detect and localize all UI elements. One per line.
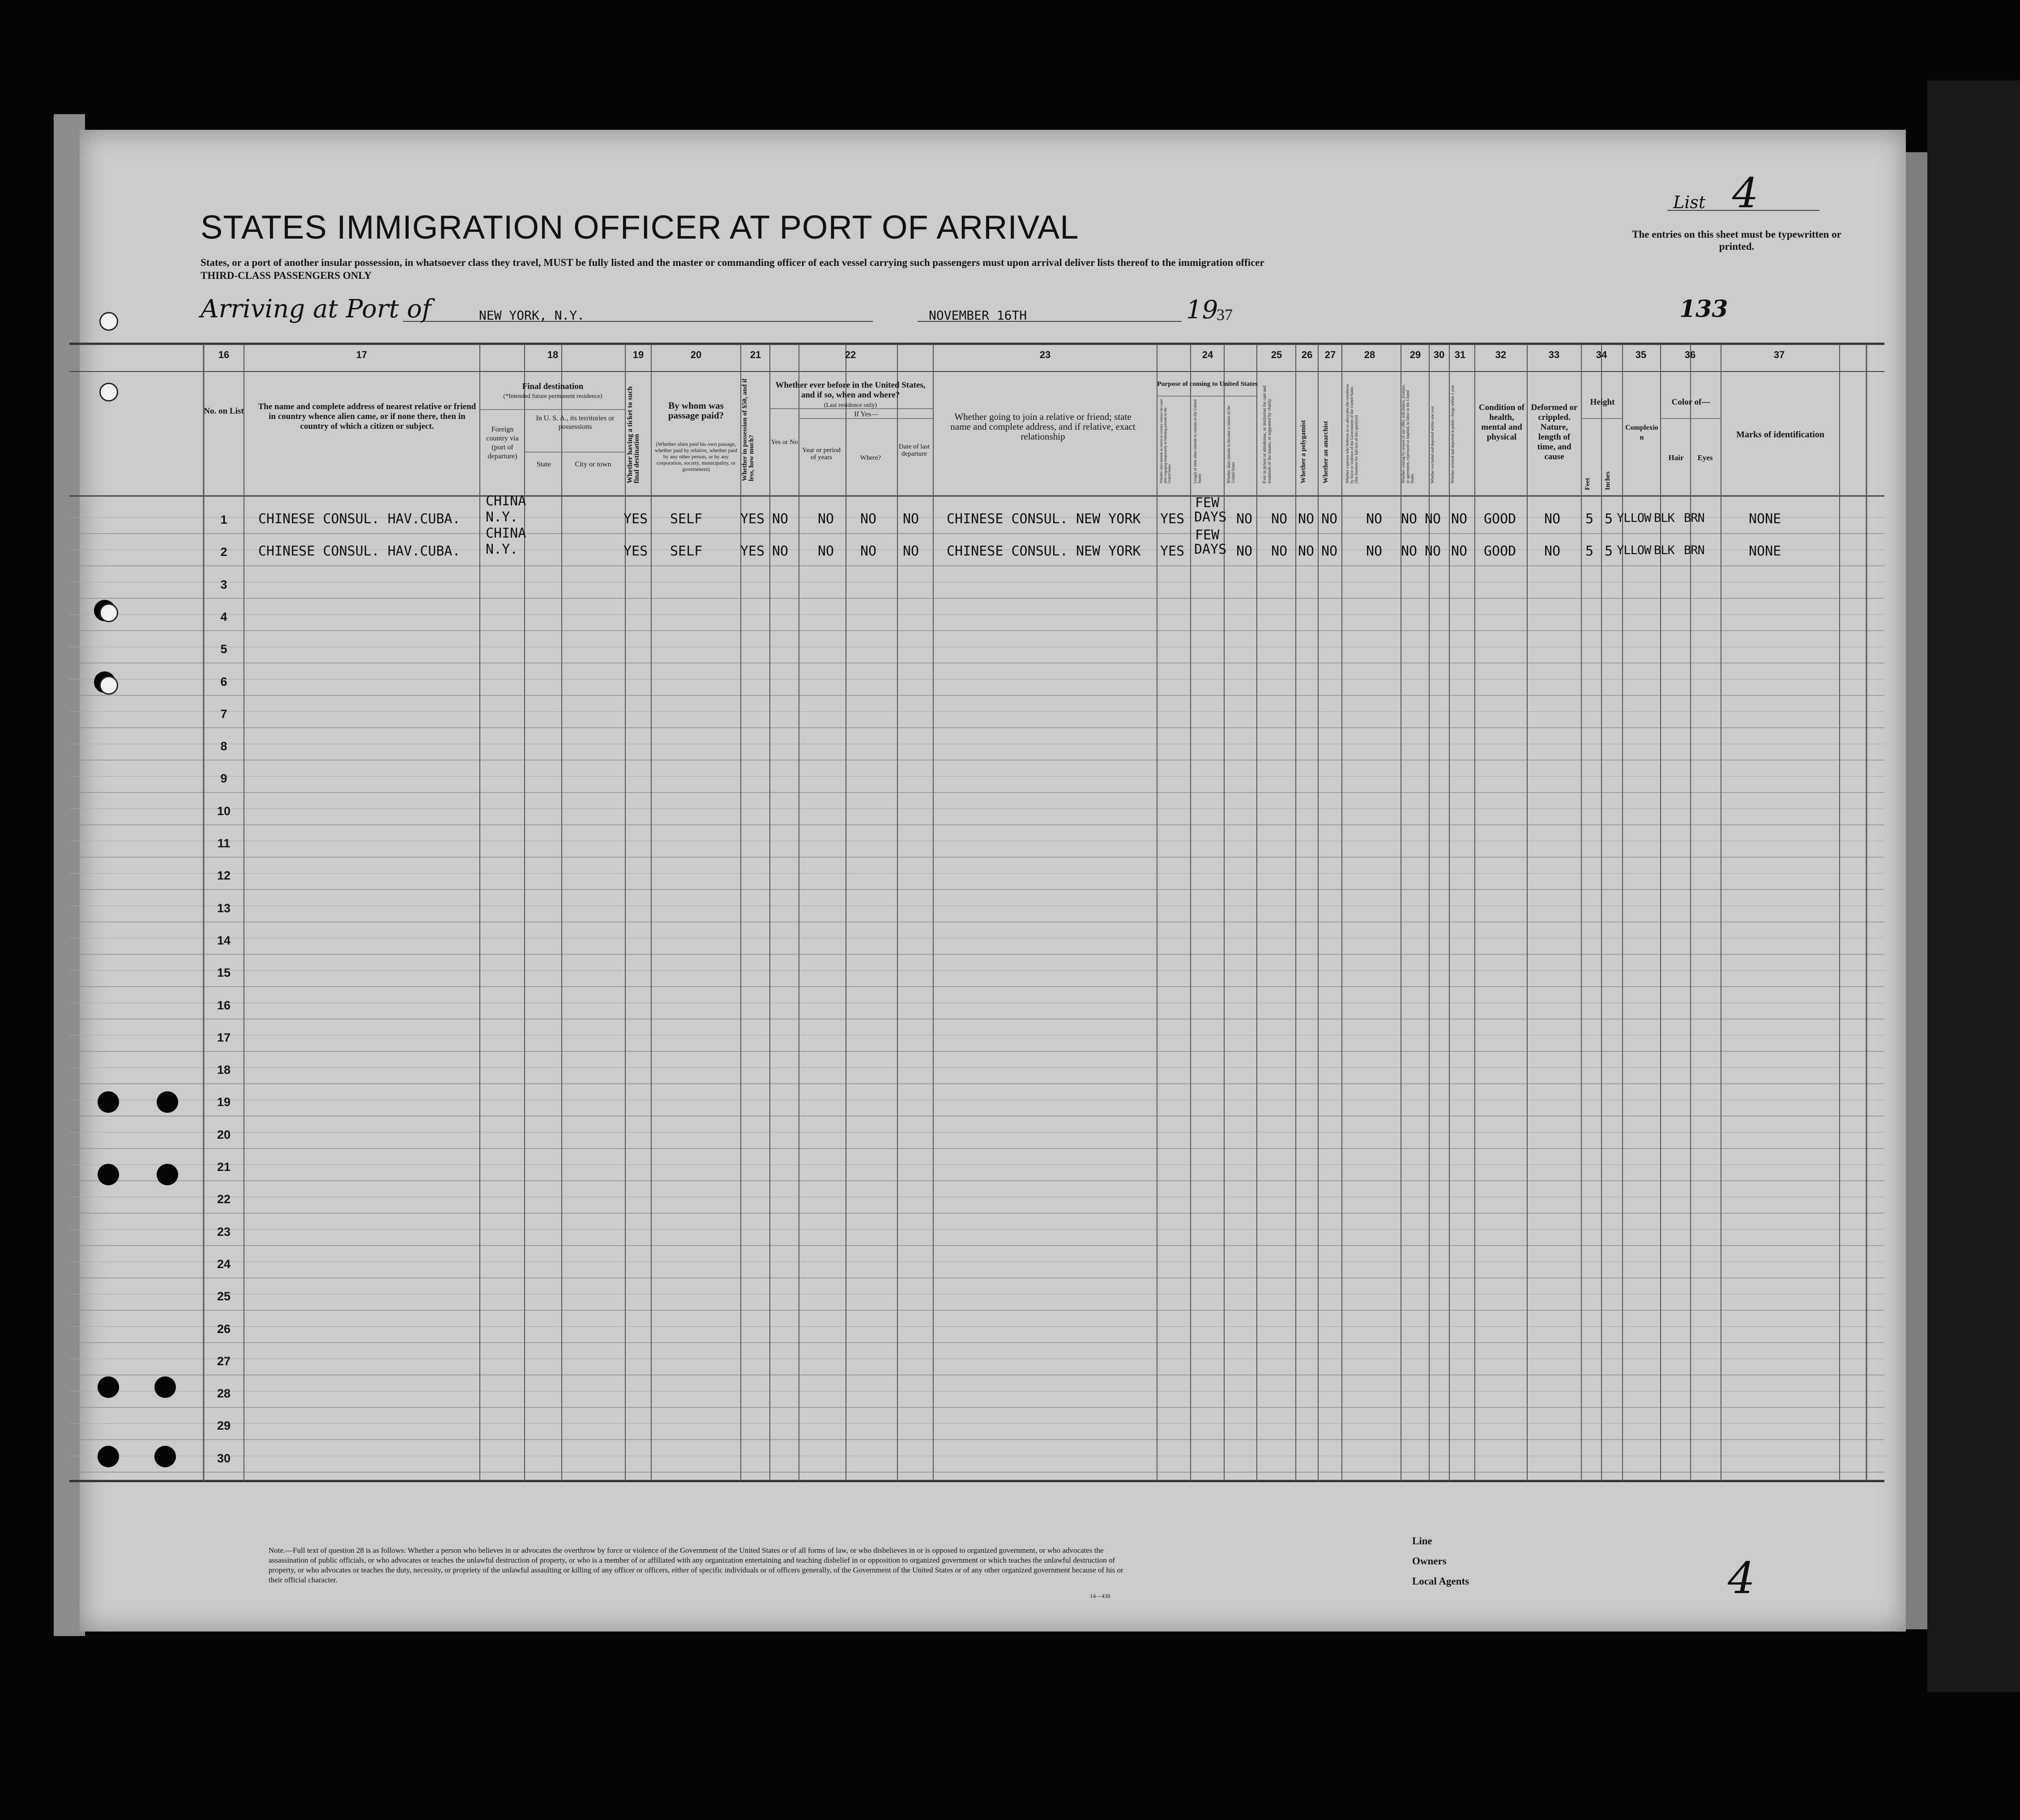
column-number: 33 [1548, 349, 1560, 360]
row-number: 8 [220, 739, 227, 753]
row-number: 9 [220, 772, 227, 786]
column-number: 27 [1324, 349, 1336, 360]
column-number: 18 [547, 349, 559, 360]
row-number: 22 [217, 1192, 231, 1206]
health-condition: GOOD [1484, 543, 1516, 560]
column-number: 24 [1202, 349, 1213, 360]
header-anarchist: Whether an anarchist [1322, 421, 1329, 483]
last-departure: NO [903, 511, 919, 527]
ticket-status: YES [624, 511, 648, 527]
year-prefix: 19 [1186, 295, 1218, 325]
length-of-stay-2: DAYS [1194, 542, 1227, 558]
joining-relative: CHINESE CONSUL. NEW YORK [947, 511, 1141, 527]
identification-marks: NONE [1749, 511, 1781, 527]
row-number: 17 [217, 1030, 231, 1044]
list-label: List [1673, 192, 1706, 212]
column-number: 31 [1454, 349, 1466, 360]
column-number: 34 [1596, 349, 1607, 360]
header-joining-relative: Whether going to join a relative or friend; state name and complete address, and if relative, exact relationship [950, 411, 1136, 442]
column-number: 30 [1433, 349, 1445, 360]
row-number: 13 [217, 901, 231, 915]
header-purpose: Purpose of coming to United States [1157, 380, 1258, 388]
complexion: YLLOW [1617, 511, 1651, 525]
port-of-arrival: NEW YORK, N.Y. [479, 308, 585, 323]
year-suffix: 37 [1217, 306, 1233, 324]
eye-color: BRN [1684, 543, 1704, 558]
length-of-stay-2: DAYS [1194, 509, 1227, 525]
before-in-us: NO [772, 543, 789, 560]
header-state: State [537, 461, 551, 468]
column-number: 29 [1409, 349, 1421, 360]
local-agents-value: 4 [1728, 1553, 1755, 1603]
height-inches: 5 [1605, 511, 1613, 527]
row-number: 26 [217, 1322, 231, 1336]
header-labor-offer: Whether coming by reason of any offer, solicitation, promise, or agreement, expressed or implied, to labor in the United States [1401, 384, 1414, 483]
joining-relative: CHINESE CONSUL. NEW YORK [947, 543, 1141, 560]
where-in-us: NO [860, 511, 877, 527]
binder-hole [99, 383, 118, 402]
intends-citizen: NO [1236, 511, 1253, 527]
line-label: Line [1412, 1535, 1432, 1547]
header-identification-marks: Marks of identification [1736, 430, 1824, 440]
row-number: 15 [217, 966, 231, 980]
binder-hole [154, 1446, 176, 1467]
row-number: 2 [220, 545, 227, 559]
passage-paid-by: SELF [670, 511, 703, 527]
intends-citizen: NO [1236, 543, 1253, 560]
row-number: 29 [217, 1419, 231, 1433]
column-number: 36 [1684, 349, 1696, 360]
row-number: 10 [217, 804, 231, 818]
length-of-stay-1: FEW [1195, 527, 1220, 543]
footnote-question-28: Note.—Full text of question 28 is as follows: Whether a person who believes in or advocates the overthrow by force or violence of the Government of the United States or of all forms of law, or who disbelieves in or is opposed to organized government, or who advocates the assassination of public officials, or who advocates or teaches the unlawful destruction of property, or who is a member of or affiliated with any organization entertaining and teaching disbelief in or opposition to organized government or which teaches the unlawful destruction of property, or who advocates or teaches the duty, necessity, or propriety of the unlawful assaulting or killing of any officer or officers, either of specific individuals or of officers generally, of the Government of the United States or of any other organized government because of his or their official character. [269, 1546, 1123, 1584]
height-feet: 5 [1585, 511, 1594, 527]
header-before-in-us: Whether ever before in the United States, and if so, when and where? [775, 380, 926, 400]
list-number: 4 [1732, 169, 1759, 217]
years-in-us: NO [818, 511, 834, 527]
header-usa: In U. S. A., its territories or possessions [536, 414, 615, 431]
class-line: THIRD-CLASS PASSENGERS ONLY [201, 270, 372, 281]
destination-state: N.Y. [486, 509, 518, 525]
health-condition: GOOD [1484, 511, 1516, 527]
header-ticket: Whether having a ticket to such final destination [626, 386, 641, 483]
binder-hole [99, 676, 118, 695]
prison-status: NO [1271, 511, 1288, 527]
column-number: 26 [1301, 349, 1313, 360]
header-complexion: Complexion [1625, 424, 1658, 441]
local-agents-label: Local Agents [1412, 1576, 1469, 1587]
where-in-us: NO [860, 543, 877, 560]
column-number: 22 [845, 349, 856, 360]
header-excluded: Whether excluded and deported within one year [1430, 406, 1435, 483]
row-number: 18 [217, 1063, 231, 1077]
header-overthrow: Whether a person who believes in or advocates the overthrow by force or violence of the Government of the United States (See footnote for full text of this question) [1345, 384, 1358, 483]
row-number: 4 [220, 610, 227, 624]
hair-color: BLK [1654, 543, 1674, 558]
last-departure: NO [903, 543, 919, 560]
binder-hole [154, 1376, 176, 1398]
header-passage-paid-note: (Whether alien paid his own passage, whether paid by relative, whether paid by any other person, or by any corporation, society, municipality, or government) [654, 441, 738, 472]
column-number: 28 [1364, 349, 1375, 360]
relative-address: CHINESE CONSUL. HAV.CUBA. [258, 511, 461, 527]
column-number: 35 [1635, 349, 1647, 360]
header-health: Condition of health, mental and physical [1479, 403, 1525, 442]
binder-hole [98, 1091, 119, 1113]
header-yes-or-no: Yes or No [771, 439, 798, 446]
prison-status: NO [1271, 543, 1288, 560]
binder-hole [157, 1091, 178, 1113]
header-years: Year or period of years [802, 447, 841, 461]
header-last-residence: (Last residence only) [824, 402, 877, 409]
header-where: Where? [860, 454, 881, 461]
destination-state: N.Y. [486, 542, 518, 558]
column-number: 21 [750, 349, 761, 360]
excluded-status: NO [1425, 543, 1441, 560]
header-purpose-return: Whether alien intends to return to country whence he came after engaging temporarily in laboring pursuits in the United States [1159, 398, 1171, 483]
height-inches: 5 [1605, 543, 1613, 560]
polygamist-status: NO [1298, 511, 1315, 527]
anarchist-status: NO [1321, 543, 1338, 560]
row-number: 24 [217, 1257, 231, 1271]
row-number: 3 [220, 577, 227, 591]
foreign-country: CHINA [486, 493, 526, 509]
row-number: 20 [217, 1128, 231, 1141]
header-inches: Inches [1604, 471, 1611, 490]
column-number: 19 [632, 349, 644, 360]
foreign-country: CHINA [486, 525, 526, 542]
fifty-dollars: YES [740, 511, 765, 527]
row-number: 21 [217, 1160, 231, 1174]
header-height: Height [1590, 397, 1615, 407]
header-last-departure: Date of last departure [898, 443, 930, 457]
deported-status: NO [1451, 543, 1468, 560]
deported-status: NO [1451, 511, 1468, 527]
deformed-status: NO [1544, 511, 1561, 527]
row-number: 28 [217, 1387, 231, 1401]
header-deformed: Deformed or crippled. Nature, length of time, and cause [1531, 403, 1578, 461]
column-number: 17 [356, 349, 367, 360]
header-city: City or town [575, 461, 611, 468]
row-number: 19 [217, 1095, 231, 1109]
column-number: 20 [690, 349, 702, 360]
header-final-destination-note: (*Intended future permanent residence) [503, 393, 602, 400]
header-deported: Whether arrested and deported at public charge within 1 year [1450, 385, 1455, 483]
intends-return: YES [1160, 543, 1185, 560]
height-feet: 5 [1585, 543, 1594, 560]
arrival-date: NOVEMBER 16TH [929, 308, 1027, 323]
complexion: YLLOW [1617, 543, 1651, 558]
header-nearest-relative: The name and complete address of nearest relative or friend in country whence alien came, or if none there, then in country of which a citizen or subject. [258, 402, 476, 431]
fifty-dollars: YES [740, 543, 765, 560]
binder-hole [99, 603, 118, 622]
binder-hole [98, 1164, 119, 1185]
row-number: 5 [220, 642, 227, 656]
page-title: STATES IMMIGRATION OFFICER AT PORT OF ARRIVAL [201, 209, 1079, 246]
passage-paid-by: SELF [670, 543, 703, 560]
labor-offer-status: NO [1401, 511, 1418, 527]
typewritten-instruction: The entries on this sheet must be typewritten or printed. [1632, 229, 1841, 252]
excluded-status: NO [1425, 511, 1441, 527]
header-color-of: Color of— [1671, 397, 1710, 407]
binder-hole [98, 1376, 119, 1398]
header-purpose-citizen: Whether alien intends to become a citizen of the United States [1226, 406, 1235, 483]
column-number: 37 [1773, 349, 1785, 360]
header-eyes: Eyes [1697, 453, 1713, 462]
row-number: 25 [217, 1290, 231, 1303]
row-number: 14 [217, 933, 231, 947]
column-number: 25 [1271, 349, 1282, 360]
row-number: 6 [220, 675, 227, 688]
labor-offer-status: NO [1401, 543, 1418, 560]
overthrow-status: NO [1366, 543, 1383, 560]
row-number: 1 [220, 513, 227, 526]
row-number: 23 [217, 1225, 231, 1239]
ticket-status: YES [624, 543, 648, 560]
before-in-us: NO [772, 511, 789, 527]
identification-marks: NONE [1749, 543, 1781, 560]
header-prison: Ever in prison or almshouse, or institution for care and treatment of the insane, or supported by charity [1262, 385, 1272, 483]
polygamist-status: NO [1298, 543, 1315, 560]
page-number: 133 [1679, 295, 1728, 323]
relative-address: CHINESE CONSUL. HAV.CUBA. [258, 543, 461, 560]
row-number: 16 [217, 998, 231, 1012]
anarchist-status: NO [1321, 511, 1338, 527]
row-number: 12 [217, 869, 231, 883]
page-subtitle: States, or a port of another insular possession, in whatsoever class they travel, MUST be fully listed and the master or commanding officer of each vessel carrying such passengers must upon arrival deliver lists thereof to the immigration officer [201, 257, 1264, 268]
header-polygamist: Whether a polygamist [1300, 420, 1307, 483]
deformed-status: NO [1544, 543, 1561, 560]
row-number: 11 [217, 837, 231, 850]
header-final-destination: Final destination [522, 382, 584, 391]
column-number: 16 [218, 349, 230, 360]
column-number: 32 [1495, 349, 1507, 360]
binder-hole [157, 1164, 178, 1185]
header-hair: Hair [1668, 453, 1684, 462]
header-if-yes: If Yes— [854, 410, 878, 418]
column-number: 23 [1039, 349, 1051, 360]
intends-return: YES [1160, 511, 1185, 527]
owners-label: Owners [1412, 1555, 1447, 1567]
header-feet: Feet [1584, 478, 1591, 490]
binder-hole [99, 312, 118, 331]
row-number: 27 [217, 1354, 231, 1368]
hair-color: BLK [1654, 511, 1674, 525]
header-foreign-country: Foreign country via (port of departure) [486, 426, 519, 460]
overthrow-status: NO [1366, 511, 1383, 527]
length-of-stay-1: FEW [1195, 495, 1220, 511]
row-number: 7 [220, 707, 227, 721]
eye-color: BRN [1684, 511, 1704, 525]
row-number: 30 [217, 1451, 231, 1465]
header-fifty-dollars: Whether in possession of $50, and if less, how much? [741, 378, 755, 481]
header-purpose-length: Length of time alien intends to remain in the United States [1193, 399, 1202, 483]
arriving-label: Arriving at Port of [201, 295, 431, 324]
binder-hole [98, 1446, 119, 1467]
header-passage-paid: By whom was passage paid? [668, 400, 724, 421]
header-no-on-list: No. on List [204, 406, 244, 416]
form-number: 14—430 [1090, 1593, 1110, 1599]
years-in-us: NO [818, 543, 834, 560]
